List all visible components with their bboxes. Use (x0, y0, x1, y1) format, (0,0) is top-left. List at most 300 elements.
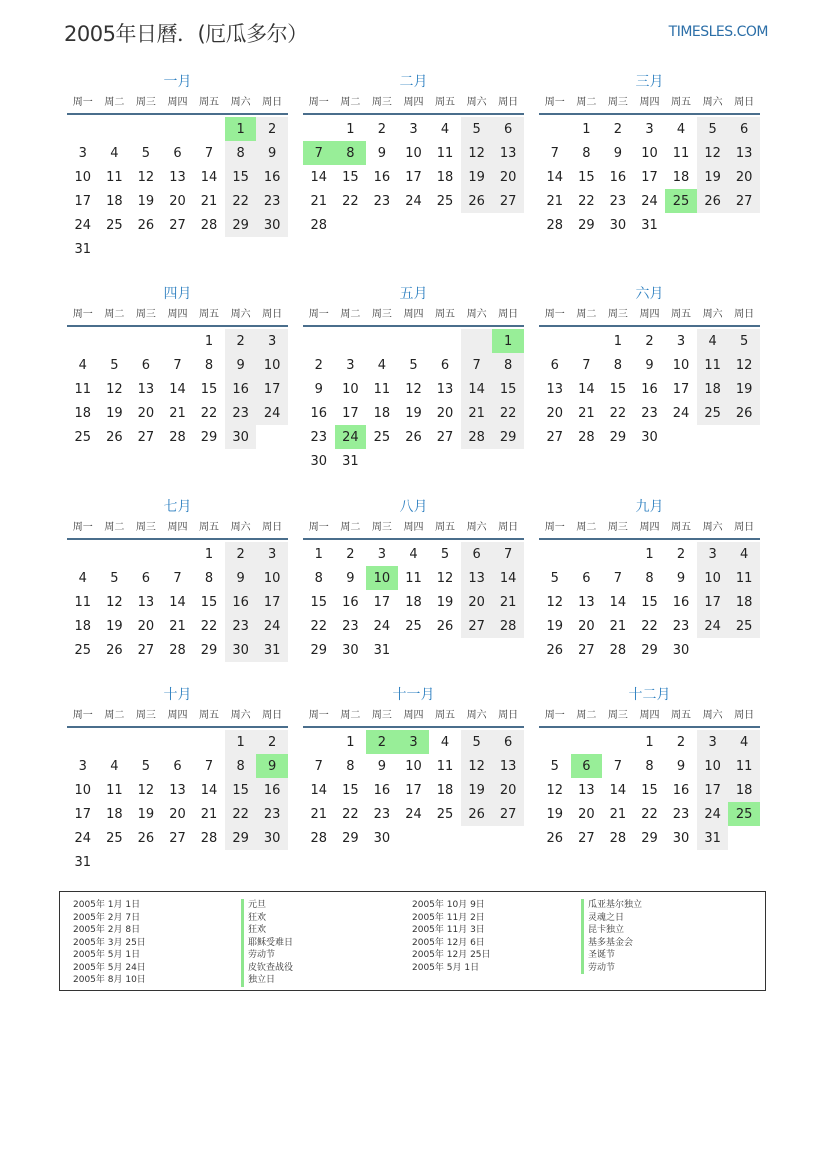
weekday-label: 周三 (135, 522, 156, 533)
day-cell: 25 (106, 217, 123, 233)
day-cell: 28 (546, 217, 564, 233)
weekday-label: 周三 (607, 522, 628, 533)
weekday-label: 周二 (340, 522, 361, 533)
day-cell: 18 (436, 169, 454, 185)
day-cell: 13 (461, 566, 493, 590)
day-cell: 4 (78, 357, 87, 373)
weekday-header (67, 305, 288, 327)
day-cell: 27 (137, 642, 155, 658)
legend-dates-col-1 (73, 899, 146, 987)
day-cell: 7 (613, 758, 623, 774)
day-cell: 17 (373, 594, 391, 610)
day-cell: 4 (697, 329, 729, 353)
day-cell: 12 (461, 754, 493, 778)
weekday-label: 周一 (544, 309, 565, 320)
day-cell: 8 (645, 758, 654, 774)
day-cell: 23 (225, 401, 257, 425)
day-cell: 14 (310, 782, 328, 798)
day-cell: 28 (492, 614, 524, 638)
day-cell: 2 (314, 357, 323, 373)
day-cell: 26 (697, 189, 729, 213)
day-cell: 8 (204, 570, 214, 586)
day-cell: 7 (582, 357, 591, 373)
day-cell: 19 (106, 618, 123, 634)
day-cell: 1 (645, 546, 654, 562)
day-cell: 23 (373, 193, 391, 209)
day-cell: 20 (461, 590, 493, 614)
day-cell: 19 (728, 377, 760, 401)
day-cell: 29 (641, 642, 658, 658)
day-cell: 23 (672, 806, 690, 822)
day-cell: 27 (728, 189, 760, 213)
weekday-header (539, 518, 760, 540)
day-cell: 21 (609, 618, 627, 634)
day-cell: 25 (74, 429, 92, 445)
day-cell: 16 (256, 778, 288, 802)
weekday-label: 周二 (576, 309, 597, 320)
legend-names-col-1 (241, 899, 293, 987)
empty-cell (303, 117, 335, 141)
day-cell: 13 (728, 141, 760, 165)
empty-cell (539, 329, 571, 353)
site-logo[interactable]: TIMESLES.COM (668, 24, 768, 40)
day-cell: 11 (106, 782, 123, 798)
holiday-day: 8 (335, 141, 367, 165)
day-cell: 26 (106, 429, 123, 445)
day-cell: 13 (436, 381, 454, 397)
day-cell: 31 (373, 642, 391, 658)
legend-date: 2005年 11月 3日 (412, 925, 485, 935)
day-cell: 17 (672, 381, 690, 397)
day-cell: 8 (346, 758, 355, 774)
day-cell: 8 (225, 141, 257, 165)
legend-holiday-name: 灵魂之日 (581, 912, 642, 925)
day-cell: 6 (582, 570, 591, 586)
day-grid (539, 329, 760, 449)
day-cell: 19 (461, 165, 493, 189)
day-cell: 6 (550, 357, 559, 373)
day-cell: 28 (200, 830, 218, 846)
day-cell: 3 (676, 333, 686, 349)
weekday-header (67, 93, 288, 115)
day-cell: 3 (409, 121, 418, 137)
empty-cell (539, 117, 571, 141)
day-cell: 30 (225, 425, 257, 449)
day-cell: 17 (256, 377, 288, 401)
holiday-day: 6 (571, 754, 603, 778)
weekday-label: 周三 (607, 97, 628, 108)
day-cell: 22 (225, 189, 257, 213)
day-cell: 11 (436, 758, 454, 774)
day-cell: 2 (256, 117, 288, 141)
day-cell: 18 (106, 806, 123, 822)
day-cell: 26 (728, 401, 760, 425)
day-cell: 5 (110, 357, 119, 373)
weekday-label: 周四 (167, 710, 188, 721)
day-cell: 22 (609, 405, 627, 421)
weekday-header (303, 518, 524, 540)
day-grid (303, 730, 524, 850)
day-cell: 11 (106, 169, 123, 185)
weekday-label: 周二 (340, 309, 361, 320)
day-cell: 14 (200, 782, 218, 798)
empty-cell (67, 117, 99, 141)
day-cell: 21 (546, 193, 564, 209)
day-cell: 7 (173, 570, 182, 586)
holiday-day: 25 (728, 802, 760, 826)
day-cell: 17 (405, 782, 422, 798)
day-cell: 19 (546, 618, 564, 634)
month-block (303, 71, 524, 237)
weekday-label: 周日 (734, 97, 755, 108)
day-grid (67, 542, 288, 662)
day-cell: 19 (405, 405, 422, 421)
day-cell: 22 (200, 405, 218, 421)
day-cell: 24 (405, 806, 422, 822)
day-cell: 14 (169, 594, 186, 610)
day-cell: 20 (578, 806, 595, 822)
day-cell: 27 (169, 830, 186, 846)
month-title: 十二月 (628, 687, 671, 703)
month-title: 九月 (635, 499, 664, 515)
day-cell: 7 (461, 353, 493, 377)
holiday-day: 2 (366, 730, 398, 754)
day-cell: 17 (74, 193, 92, 209)
day-cell: 25 (74, 642, 92, 658)
day-cell: 13 (137, 381, 155, 397)
day-cell: 13 (578, 594, 595, 610)
weekday-label: 周日 (498, 710, 519, 721)
day-cell: 4 (728, 730, 760, 754)
weekday-label: 周一 (308, 309, 329, 320)
day-cell: 21 (578, 405, 595, 421)
weekday-label: 周五 (199, 522, 220, 533)
day-cell: 9 (314, 381, 323, 397)
empty-cell (366, 329, 398, 353)
day-cell: 14 (492, 566, 524, 590)
day-cell: 21 (200, 193, 218, 209)
day-cell: 16 (310, 405, 328, 421)
weekday-label: 周二 (104, 309, 125, 320)
day-cell: 1 (314, 546, 323, 562)
day-cell: 18 (697, 377, 729, 401)
day-cell: 7 (613, 570, 623, 586)
day-cell: 22 (342, 806, 359, 822)
weekday-label: 周五 (435, 97, 456, 108)
day-cell: 5 (697, 117, 729, 141)
day-cell: 28 (461, 425, 493, 449)
day-cell: 29 (609, 429, 627, 445)
day-cell: 24 (74, 830, 92, 846)
weekday-label: 周一 (544, 710, 565, 721)
weekday-label: 周五 (435, 522, 456, 533)
day-cell: 7 (204, 145, 214, 161)
month-block (303, 283, 524, 473)
day-cell: 16 (609, 169, 627, 185)
day-grid (303, 542, 524, 662)
weekday-label: 周三 (371, 522, 392, 533)
day-grid (67, 730, 288, 874)
holiday-day: 3 (398, 730, 430, 754)
empty-cell (162, 329, 194, 353)
weekday-label: 周一 (308, 522, 329, 533)
day-cell: 28 (310, 217, 328, 233)
day-cell: 29 (225, 213, 257, 237)
weekday-label: 周二 (576, 97, 597, 108)
day-cell: 4 (440, 121, 450, 137)
weekday-header (539, 93, 760, 115)
day-cell: 27 (436, 429, 454, 445)
legend-holiday-name: 皮钦查战役 (241, 962, 293, 975)
day-cell: 8 (582, 145, 591, 161)
day-cell: 13 (546, 381, 564, 397)
day-cell: 4 (110, 145, 119, 161)
day-cell: 24 (697, 802, 729, 826)
day-cell: 12 (106, 381, 123, 397)
day-cell: 11 (74, 381, 92, 397)
day-cell: 13 (492, 141, 524, 165)
day-cell: 14 (609, 782, 627, 798)
page-title: 2005年日曆．(厄瓜多尔） (64, 22, 308, 46)
month-block (303, 496, 524, 662)
legend-date: 2005年 12月 6日 (412, 937, 485, 948)
weekday-label: 周五 (199, 309, 220, 320)
weekday-label: 周日 (734, 710, 755, 721)
day-cell: 11 (405, 570, 422, 586)
day-cell: 13 (492, 754, 524, 778)
weekday-header (303, 305, 524, 327)
legend-date: 2005年 2月 7日 (73, 912, 141, 923)
day-cell: 10 (697, 754, 729, 778)
weekday-label: 周四 (403, 710, 424, 721)
day-cell: 12 (546, 782, 564, 798)
day-cell: 20 (492, 778, 524, 802)
empty-cell (539, 542, 571, 566)
day-cell: 9 (225, 566, 257, 590)
weekday-label: 周日 (498, 522, 519, 533)
day-cell: 11 (697, 353, 729, 377)
day-cell: 6 (728, 117, 760, 141)
day-cell: 26 (461, 189, 493, 213)
day-cell: 8 (613, 357, 623, 373)
month-title: 四月 (163, 286, 192, 302)
day-cell: 15 (200, 594, 218, 610)
holiday-day: 10 (366, 566, 398, 590)
day-cell: 2 (676, 734, 686, 750)
day-cell: 27 (461, 614, 493, 638)
day-cell: 16 (672, 782, 690, 798)
day-cell: 9 (645, 357, 654, 373)
day-cell: 9 (377, 758, 387, 774)
day-cell: 31 (256, 638, 288, 662)
day-cell: 13 (578, 782, 595, 798)
empty-cell (193, 117, 225, 141)
day-cell: 21 (461, 401, 493, 425)
day-cell: 29 (310, 642, 328, 658)
day-cell: 19 (461, 778, 493, 802)
day-cell: 22 (342, 193, 359, 209)
day-cell: 27 (492, 189, 524, 213)
day-grid (539, 730, 760, 850)
day-cell: 17 (405, 169, 422, 185)
day-cell: 22 (200, 618, 218, 634)
day-cell: 30 (342, 642, 359, 658)
day-cell: 23 (225, 614, 257, 638)
day-cell: 29 (225, 826, 257, 850)
day-cell: 20 (436, 405, 454, 421)
day-cell: 30 (310, 453, 328, 469)
weekday-label: 周日 (734, 309, 755, 320)
day-cell: 4 (377, 357, 387, 373)
legend-holiday-name: 狂欢 (241, 912, 293, 925)
day-cell: 21 (492, 590, 524, 614)
day-cell: 18 (74, 618, 92, 634)
empty-cell (571, 329, 603, 353)
weekday-label: 周三 (371, 710, 392, 721)
day-grid (539, 542, 760, 662)
day-cell: 18 (436, 782, 454, 798)
legend-holiday-name: 圣诞节 (581, 949, 642, 962)
day-cell: 2 (645, 333, 654, 349)
day-cell: 9 (676, 570, 686, 586)
weekday-label: 周日 (262, 522, 283, 533)
weekday-label: 周日 (262, 309, 283, 320)
day-cell: 10 (342, 381, 359, 397)
day-cell: 31 (74, 854, 92, 870)
day-cell: 8 (645, 570, 654, 586)
day-cell: 4 (110, 758, 119, 774)
weekday-label: 周日 (262, 710, 283, 721)
day-cell: 7 (173, 357, 182, 373)
day-cell: 6 (492, 117, 524, 141)
day-cell: 30 (672, 830, 690, 846)
day-cell: 24 (672, 405, 690, 421)
holiday-day: 25 (665, 189, 697, 213)
day-cell: 5 (110, 570, 119, 586)
day-cell: 23 (672, 618, 690, 634)
weekday-label: 周一 (72, 309, 93, 320)
weekday-label: 周二 (576, 522, 597, 533)
day-cell: 25 (373, 429, 391, 445)
day-cell: 12 (461, 141, 493, 165)
weekday-label: 周四 (403, 97, 424, 108)
weekday-label: 周四 (167, 309, 188, 320)
weekday-label: 周四 (639, 522, 660, 533)
day-cell: 6 (492, 730, 524, 754)
day-cell: 9 (377, 145, 387, 161)
day-cell: 31 (697, 826, 729, 850)
day-cell: 10 (74, 169, 92, 185)
weekday-label: 周六 (466, 710, 487, 721)
legend-holiday-name: 元旦 (241, 899, 293, 912)
day-cell: 5 (461, 730, 493, 754)
day-cell: 29 (641, 830, 658, 846)
day-cell: 12 (546, 594, 564, 610)
day-cell: 17 (74, 806, 92, 822)
day-cell: 25 (697, 401, 729, 425)
day-cell: 8 (492, 353, 524, 377)
day-cell: 18 (405, 594, 422, 610)
month-block (67, 684, 288, 874)
empty-cell (130, 542, 162, 566)
day-cell: 17 (342, 405, 359, 421)
day-cell: 2 (377, 121, 387, 137)
day-cell: 21 (200, 806, 218, 822)
day-cell: 11 (436, 145, 454, 161)
day-cell: 28 (169, 429, 186, 445)
day-cell: 10 (256, 566, 288, 590)
weekday-label: 周四 (639, 309, 660, 320)
month-block (539, 71, 760, 237)
legend-holiday-name: 耶稣受难日 (241, 937, 293, 950)
weekday-label: 周一 (544, 97, 565, 108)
day-cell: 22 (310, 618, 328, 634)
day-cell: 25 (436, 193, 454, 209)
day-cell: 27 (546, 429, 564, 445)
legend-holiday-name: 独立日 (241, 974, 293, 987)
weekday-label: 周二 (104, 97, 125, 108)
day-cell: 24 (373, 618, 391, 634)
day-cell: 8 (204, 357, 214, 373)
weekday-header (67, 706, 288, 728)
empty-cell (571, 542, 603, 566)
day-cell: 3 (346, 357, 355, 373)
weekday-label: 周一 (308, 97, 329, 108)
day-cell: 19 (137, 806, 155, 822)
day-cell: 11 (373, 381, 391, 397)
legend-holiday-name: 瓜亚基尔独立 (581, 899, 642, 912)
day-cell: 18 (728, 778, 760, 802)
day-cell: 16 (342, 594, 359, 610)
holiday-day: 9 (256, 754, 288, 778)
day-cell: 15 (225, 778, 257, 802)
weekday-label: 周五 (671, 710, 692, 721)
empty-cell (571, 730, 603, 754)
day-cell: 3 (697, 542, 729, 566)
weekday-label: 周五 (435, 710, 456, 721)
day-cell: 29 (492, 425, 524, 449)
day-cell: 20 (578, 618, 595, 634)
day-cell: 18 (373, 405, 391, 421)
day-cell: 17 (256, 590, 288, 614)
day-cell: 29 (200, 642, 218, 658)
day-cell: 25 (728, 614, 760, 638)
day-cell: 21 (169, 405, 186, 421)
weekday-label: 周六 (230, 309, 251, 320)
day-cell: 12 (405, 381, 422, 397)
day-grid (67, 329, 288, 449)
day-cell: 25 (436, 806, 454, 822)
weekday-label: 周四 (167, 522, 188, 533)
day-cell: 10 (672, 357, 690, 373)
weekday-label: 周四 (403, 522, 424, 533)
weekday-label: 周五 (199, 710, 220, 721)
day-cell: 1 (613, 333, 623, 349)
weekday-label: 周三 (371, 309, 392, 320)
day-cell: 19 (436, 594, 454, 610)
day-cell: 5 (728, 329, 760, 353)
weekday-label: 周四 (639, 710, 660, 721)
day-cell: 27 (169, 217, 186, 233)
day-cell: 16 (225, 590, 257, 614)
empty-cell (67, 542, 99, 566)
weekday-header (303, 706, 524, 728)
day-cell: 25 (106, 830, 123, 846)
day-cell: 22 (641, 618, 658, 634)
month-block (539, 283, 760, 449)
empty-cell (130, 730, 162, 754)
empty-cell (335, 329, 367, 353)
